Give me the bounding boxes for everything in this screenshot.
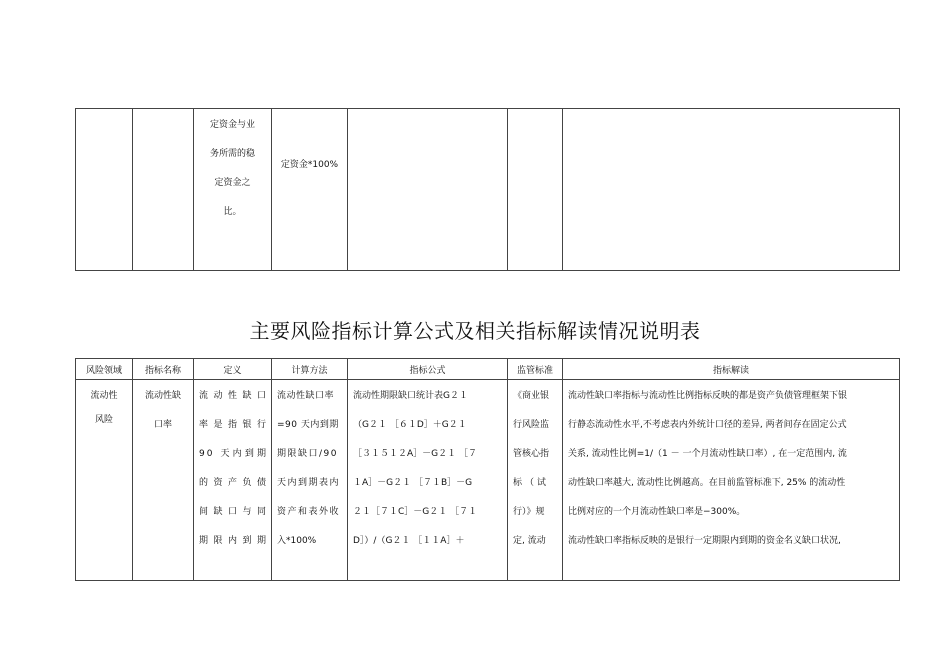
header-cell: 定义 bbox=[194, 359, 272, 380]
cell-line: ２１［７１C］－G２１ ［７１ bbox=[353, 507, 478, 517]
top-fragment-table bbox=[75, 108, 900, 271]
definition-cell bbox=[194, 109, 272, 271]
header-cell: 指标名称 bbox=[133, 359, 194, 380]
cell-line: （G２１ ［６１D］＋G２１ bbox=[353, 420, 467, 430]
interpretation-cell bbox=[563, 380, 900, 581]
cell-line: 期限内到期 bbox=[199, 536, 268, 546]
indicator-name-cell bbox=[133, 380, 194, 581]
document-title: 主要风险指标计算公式及相关指标解读情况说明表 bbox=[249, 319, 701, 343]
method-cell bbox=[272, 380, 348, 581]
cell-line: 定, 流动 bbox=[513, 536, 546, 546]
cell-line: １A］－G２１ ［７１B］－G bbox=[353, 478, 473, 488]
cell-line: 流动性 bbox=[90, 391, 118, 401]
table-header-row bbox=[76, 359, 900, 380]
standard-cell bbox=[508, 380, 563, 581]
cell-line: 流动性缺口率指标反映的是银行一定期限内到期的资金名义缺口状况, bbox=[568, 536, 841, 546]
cell-line: D］）/（G２１ ［１１A］＋ bbox=[353, 536, 465, 546]
cell-line: 《商业银 bbox=[513, 391, 550, 401]
method-text: 定资金*100% bbox=[280, 160, 339, 170]
cell-line: 率是指银行 bbox=[199, 420, 268, 430]
table-cell bbox=[563, 109, 900, 271]
cell-line: 资产和表外收 bbox=[277, 507, 341, 517]
cell-line: 口率 bbox=[153, 420, 172, 430]
definition-cell bbox=[194, 380, 272, 581]
cell-line: 90 天内到期 bbox=[199, 449, 268, 459]
cell-line: 关系, 流动性比例=1/（1 － 一个月流动性缺口率）, 在一定范围内, 流 bbox=[568, 449, 847, 459]
cell-line: 期限缺口/90 bbox=[277, 449, 338, 459]
header-cell: 监管标准 bbox=[508, 359, 563, 380]
cell-line: 流动性缺 bbox=[144, 391, 181, 401]
formula-cell bbox=[348, 380, 508, 581]
table-cell bbox=[508, 109, 563, 271]
table-cell bbox=[76, 109, 133, 271]
risk-area-cell bbox=[76, 380, 133, 581]
definition-line: 比。 bbox=[223, 207, 242, 217]
table-cell bbox=[133, 109, 194, 271]
cell-line: 流动性缺口率指标与流动性比例指标反映的都是资产负债管理框架下银 bbox=[568, 391, 848, 401]
cell-line: 动性缺口率越大, 流动性比例越高。在目前监管标准下, 25% 的流动性 bbox=[568, 478, 846, 488]
cell-line: 流动性缺口 bbox=[199, 391, 268, 401]
cell-line: 行静态流动性水平,不考虑表内外统计口径的差异, 两者间存在固定公式 bbox=[568, 420, 847, 430]
cell-line: 风险 bbox=[94, 415, 113, 425]
header-cell: 风险领域 bbox=[76, 359, 133, 380]
header-cell: 指标解读 bbox=[563, 359, 900, 380]
method-cell bbox=[272, 109, 348, 271]
indicator-table bbox=[75, 358, 900, 581]
header-cell: 指标公式 bbox=[348, 359, 508, 380]
cell-line: 间缺口与同 bbox=[199, 507, 268, 517]
definition-line: 务所需的稳 bbox=[209, 149, 255, 159]
cell-line: =90 天内到期 bbox=[277, 420, 339, 430]
cell-line: 入*100% bbox=[277, 536, 317, 546]
cell-line: 管核心指 bbox=[513, 449, 550, 459]
definition-line: 定资金之 bbox=[214, 178, 251, 188]
cell-line: 比例对应的一个月流动性缺口率是−300%。 bbox=[568, 507, 746, 517]
header-cell: 计算方法 bbox=[272, 359, 348, 380]
cell-line: 流动性期限缺口统计表G２１ bbox=[353, 391, 468, 401]
cell-line: 的资产负债 bbox=[199, 478, 268, 488]
cell-line: ［３１５１２A］－G２１ ［７ bbox=[353, 449, 477, 459]
cell-line: 行）》规 bbox=[513, 507, 545, 517]
table-cell bbox=[348, 109, 508, 271]
cell-line: 标（试 bbox=[513, 478, 550, 488]
table-row bbox=[76, 380, 900, 581]
cell-line: 天内到期表内 bbox=[277, 478, 341, 488]
table-row bbox=[76, 109, 900, 271]
cell-line: 流动性缺口率 bbox=[277, 391, 335, 401]
definition-line: 定资金与业 bbox=[209, 120, 255, 130]
cell-line: 行风险监 bbox=[513, 420, 550, 430]
